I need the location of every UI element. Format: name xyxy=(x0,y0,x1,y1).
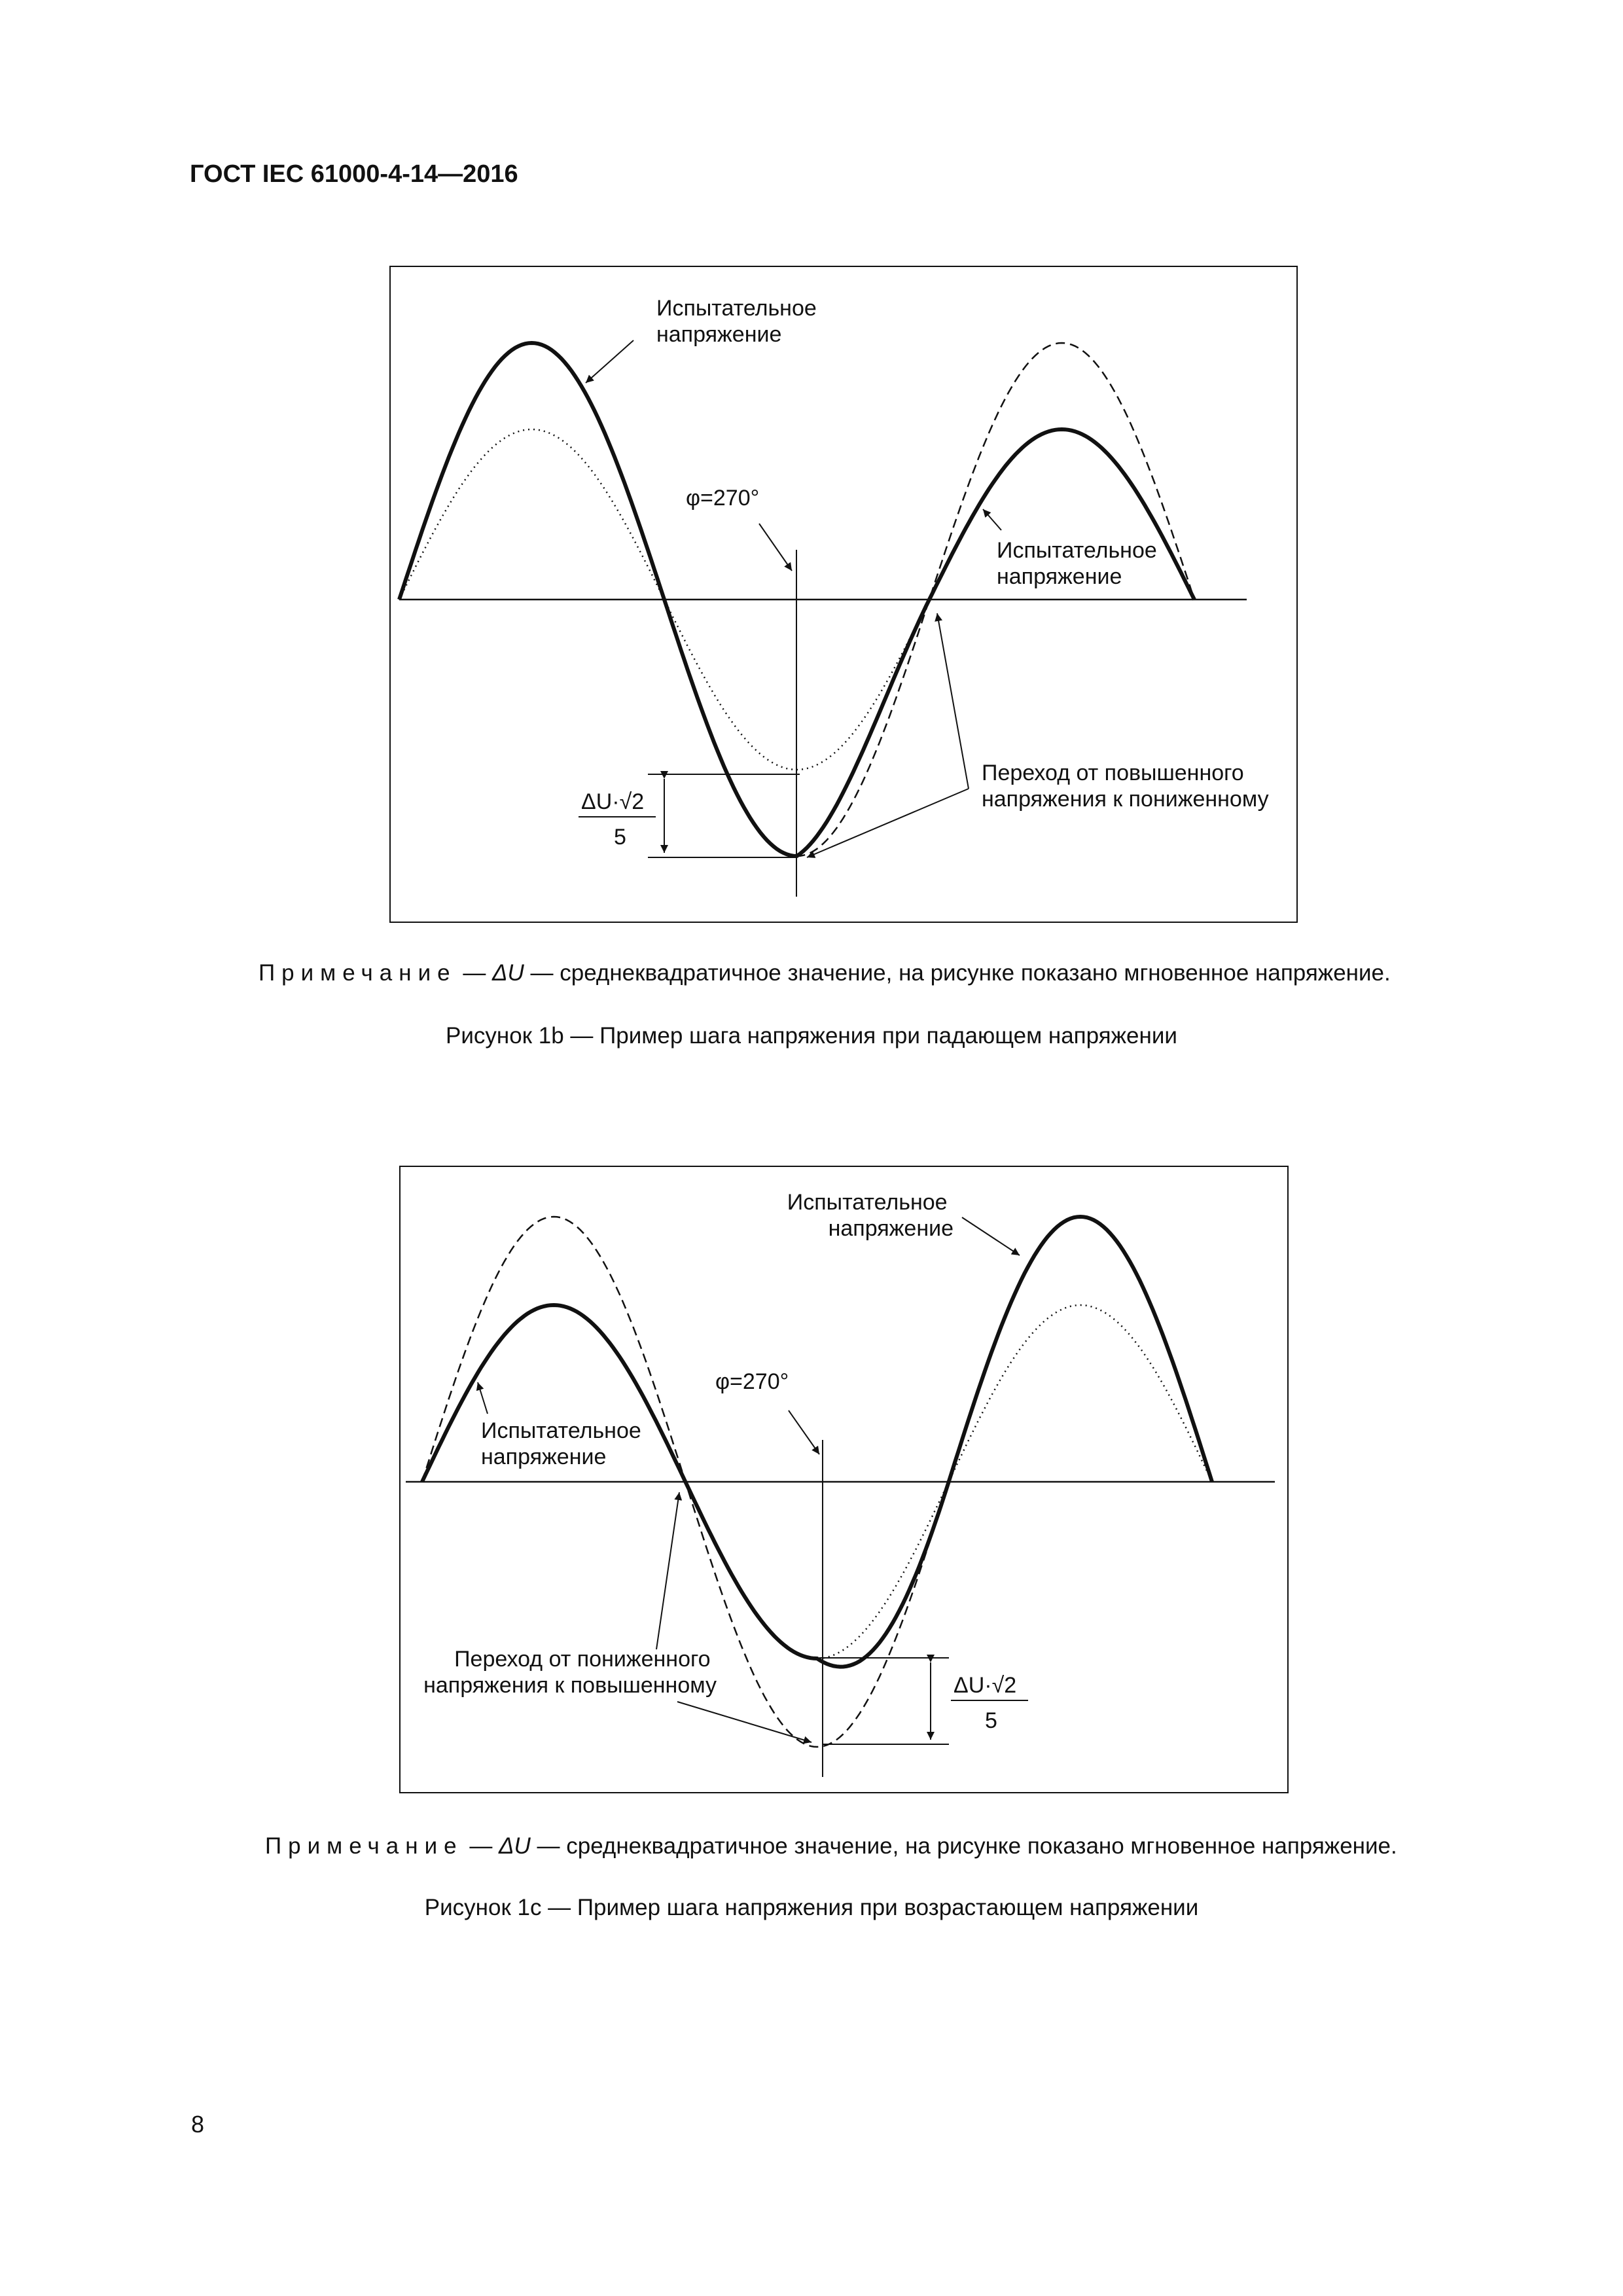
figure-1c-note-prefix: Примечание xyxy=(265,1833,463,1859)
figure-1c-note xyxy=(265,1833,1397,1859)
figure-1c-transition-leader-lower xyxy=(677,1702,812,1742)
figure-1b-note-dash: — xyxy=(456,960,493,986)
figure-1b-leader-top xyxy=(586,340,633,383)
figure-1c xyxy=(400,1166,1288,1793)
figure-1c-delta-denominator: 5 xyxy=(985,1708,997,1733)
figure-1c-leader-top xyxy=(962,1217,1020,1255)
figure-1b-note xyxy=(259,960,1391,986)
figure-1c-note-text: — среднеквадратичное значение, на рисунке показано мгновенное напряжение. xyxy=(530,1833,1397,1859)
figure-1c-delta-numerator: ΔU·√2 xyxy=(954,1673,1017,1698)
figure-1b-note-prefix: Примечание xyxy=(259,960,457,986)
document-header: ГОСТ IEC 61000-4-14—2016 xyxy=(190,160,518,188)
figure-1b-phase-leader xyxy=(759,524,792,571)
figure-1c-test-voltage-label-left: Испытательное напряжение xyxy=(481,1418,641,1469)
figure-1b-test-voltage-label-top: Испытательное напряжение xyxy=(656,296,817,347)
figure-1b-phase-label: φ=270° xyxy=(686,486,760,511)
figure-1b-transition-label: Переход от повышенного напряжения к пониженному xyxy=(982,761,1269,812)
figure-1c-test-voltage-label-top: Испытательное напряжение xyxy=(787,1190,954,1241)
figure-1c-phase-label: φ=270° xyxy=(715,1369,789,1394)
figure-1b-delta-denominator: 5 xyxy=(614,825,626,850)
figure-1b-delta-numerator: ΔU·√2 xyxy=(581,789,645,814)
figure-1c-phase-leader xyxy=(789,1410,819,1454)
figure-1b-leader-right xyxy=(983,509,1001,530)
figure-1b-transition-leader-upper xyxy=(937,613,969,789)
page-number: 8 xyxy=(191,2111,205,2138)
figure-1c-leader-left xyxy=(478,1382,488,1414)
figure-1c-frame xyxy=(400,1166,1288,1793)
figure-1c-transition-leader-upper xyxy=(656,1492,679,1649)
figure-1b-note-text: — среднеквадратичное значение, на рисунке показано мгновенное напряжение. xyxy=(524,960,1391,986)
figure-1b-transition-leader-lower xyxy=(807,789,969,857)
figure-1b xyxy=(390,266,1297,922)
figure-1b-test-voltage-label-right: Испытательное напряжение xyxy=(997,538,1157,589)
figure-1b-caption: Рисунок 1b — Пример шага напряжения при падающем напряжении xyxy=(446,1023,1177,1049)
figure-1b-frame xyxy=(390,266,1297,922)
figure-1c-note-symbol: ΔU xyxy=(499,1833,531,1859)
figure-1c-transition-label: Переход от пониженного напряжения к повышенному xyxy=(423,1647,717,1698)
figure-1b-note-symbol: ΔU xyxy=(492,960,524,986)
figure-1c-caption: Рисунок 1c — Пример шага напряжения при возрастающем напряжении xyxy=(424,1895,1199,1920)
figure-1c-note-dash: — xyxy=(463,1833,499,1859)
